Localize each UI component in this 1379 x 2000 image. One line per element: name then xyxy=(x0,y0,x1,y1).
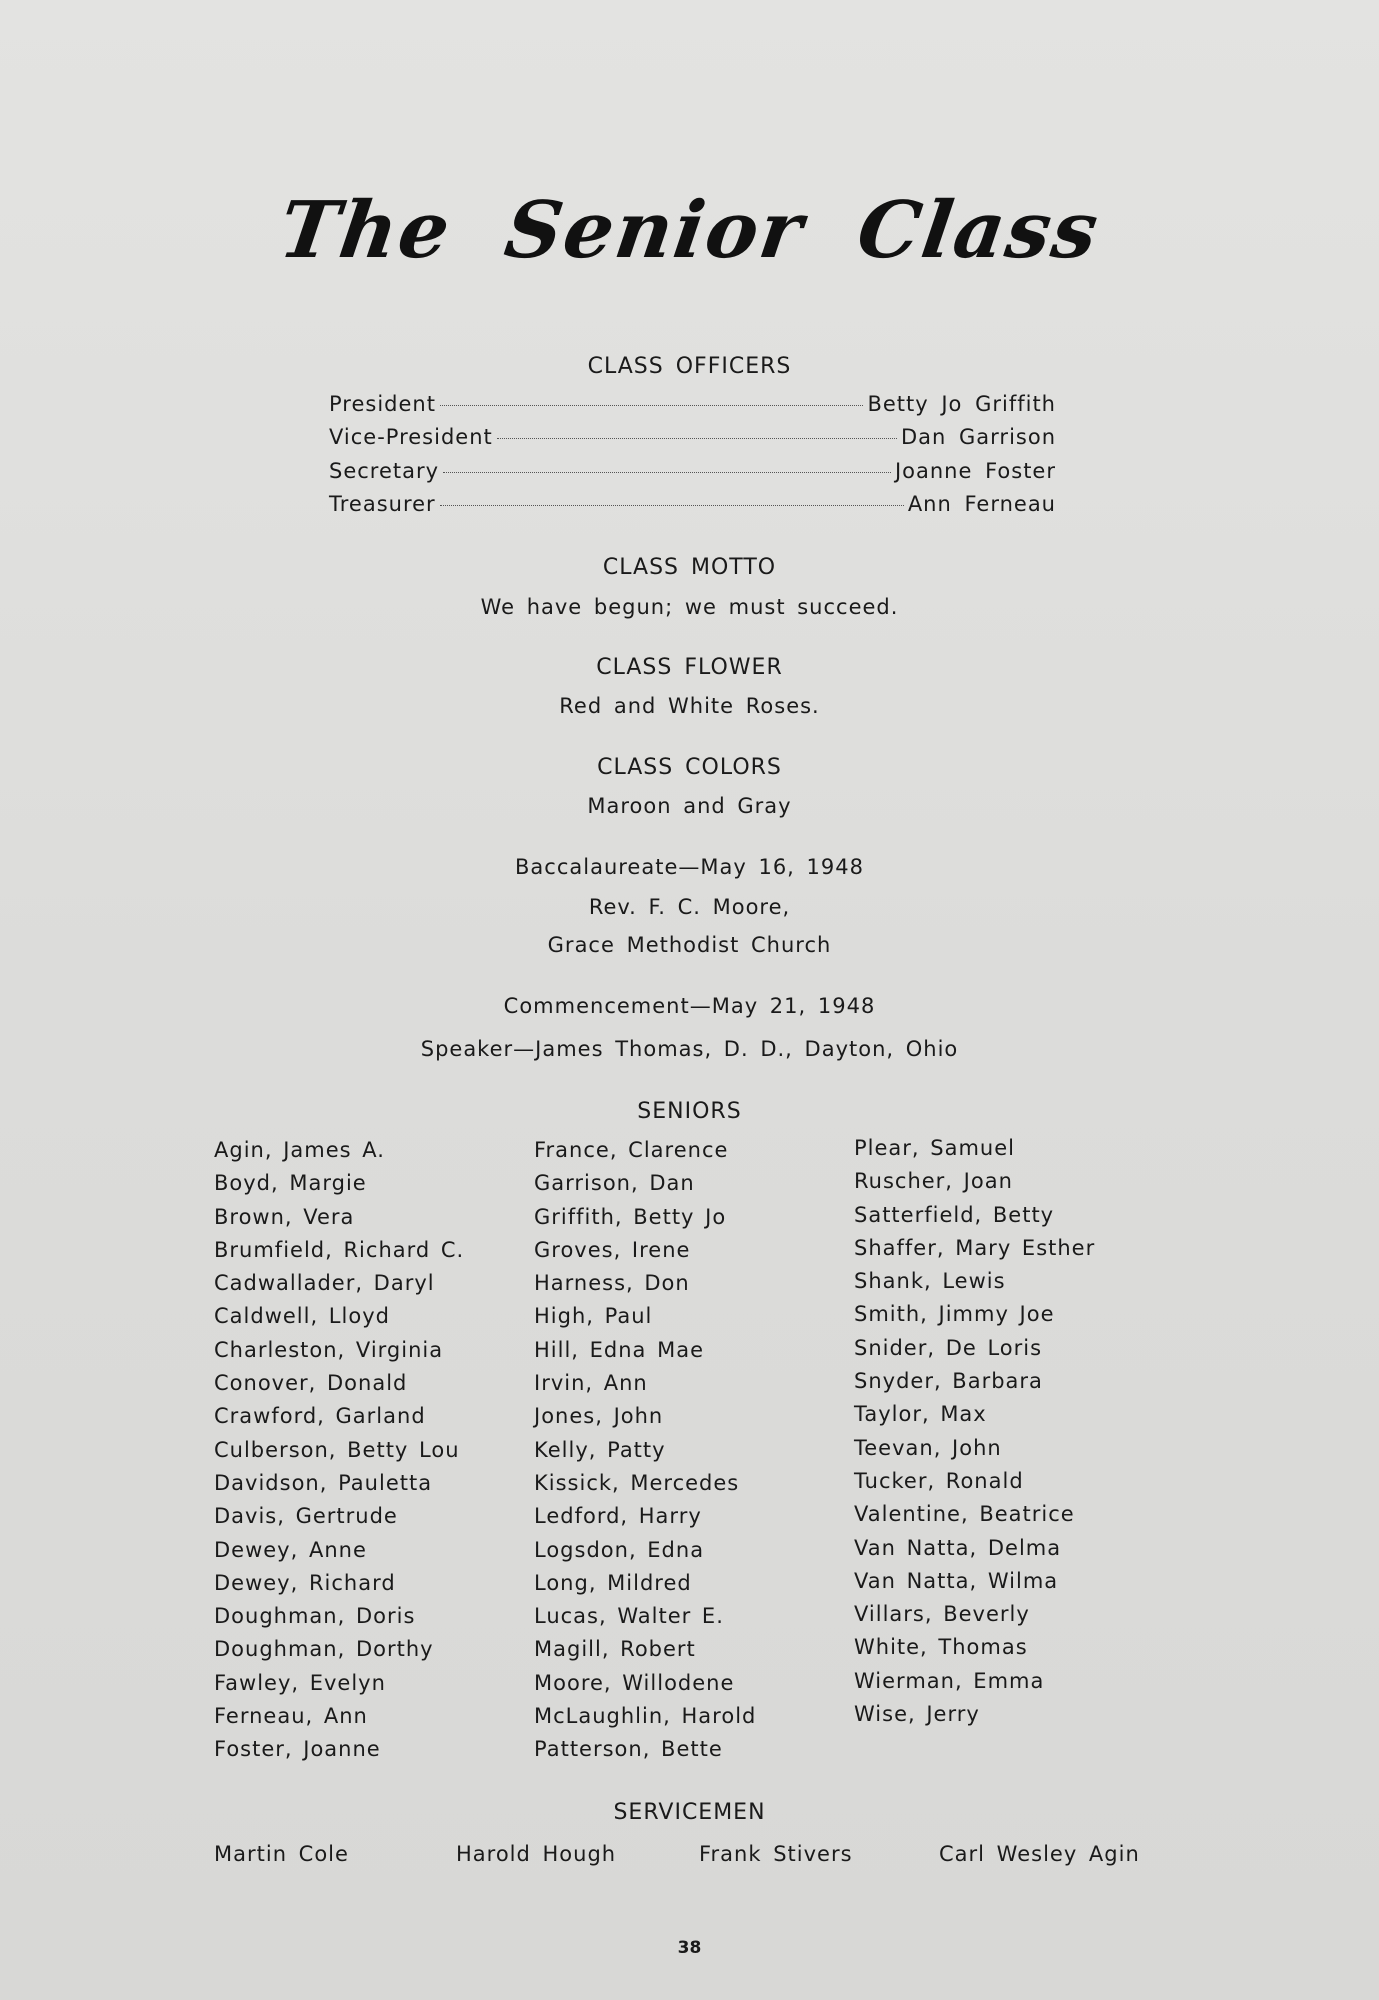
list-item: Villars, Beverly xyxy=(854,1602,1030,1627)
list-item: Lucas, Walter E. xyxy=(534,1604,724,1629)
list-item: Brumfield, Richard C. xyxy=(214,1237,465,1262)
list-item: Van Natta, Wilma xyxy=(854,1568,1059,1593)
list-item: High, Paul xyxy=(534,1304,653,1329)
leader-dots xyxy=(440,405,864,406)
seniors-column-2 xyxy=(534,1138,756,1771)
list-item: Moore, Willodene xyxy=(534,1670,735,1695)
list-item: France, Clarence xyxy=(534,1138,729,1162)
list-item: Brown, Vera xyxy=(214,1204,355,1229)
list-item: Garrison, Dan xyxy=(534,1171,695,1196)
list-item: Teevan, John xyxy=(854,1435,1002,1460)
list-item: Boyd, Margie xyxy=(214,1171,367,1196)
list-item: Kissick, Mercedes xyxy=(534,1470,740,1495)
list-item: Van Natta, Delma xyxy=(854,1535,1062,1560)
officer-name: Betty Jo Griffith xyxy=(867,392,1056,416)
class-flower-heading: CLASS FLOWER xyxy=(596,655,783,680)
list-item: White, Thomas xyxy=(854,1635,1028,1660)
officer-row-president xyxy=(329,392,1056,425)
officers-list xyxy=(329,392,1056,525)
leader-dots xyxy=(443,472,891,473)
list-item: Long, Mildred xyxy=(534,1570,692,1595)
list-item: Doughman, Doris xyxy=(214,1604,416,1629)
list-item: Agin, James A. xyxy=(214,1138,385,1162)
baccalaureate-place: Grace Methodist Church xyxy=(547,933,832,957)
seniors-column-3 xyxy=(854,1136,1095,1735)
list-item: Snider, De Loris xyxy=(854,1335,1043,1360)
officer-name: Ann Ferneau xyxy=(907,491,1056,516)
page-number: 38 xyxy=(677,1938,702,1958)
serviceman-name: Martin Cole xyxy=(214,1842,349,1866)
list-item: Magill, Robert xyxy=(534,1637,696,1662)
list-item: Ruscher, Joan xyxy=(854,1169,1013,1194)
list-item: Snyder, Barbara xyxy=(854,1369,1043,1394)
list-item: Davidson, Pauletta xyxy=(214,1470,433,1495)
page-title: The Senior Class xyxy=(274,185,1105,276)
officer-role: Treasurer xyxy=(329,491,436,516)
list-item: Wierman, Emma xyxy=(854,1668,1045,1693)
list-item: Hill, Edna Mae xyxy=(534,1337,705,1362)
list-item: Dewey, Anne xyxy=(214,1537,367,1562)
seniors-column-1 xyxy=(214,1138,464,1771)
list-item: Plear, Samuel xyxy=(854,1136,1015,1160)
list-item: Kelly, Patty xyxy=(534,1437,666,1462)
list-item: Caldwell, Lloyd xyxy=(214,1304,390,1329)
list-item: McLaughlin, Harold xyxy=(534,1704,757,1729)
officer-role: Secretary xyxy=(329,458,440,483)
serviceman-name: Harold Hough xyxy=(456,1842,617,1866)
seniors-heading: SENIORS xyxy=(637,1099,742,1124)
officer-row-vice-president xyxy=(329,425,1056,458)
list-item: Charleston, Virginia xyxy=(214,1337,444,1362)
baccalaureate-speaker: Rev. F. C. Moore, xyxy=(588,895,791,919)
list-item: Valentine, Beatrice xyxy=(854,1502,1075,1527)
servicemen-list xyxy=(0,1842,1379,1872)
list-item: Doughman, Dorthy xyxy=(214,1637,434,1662)
officer-role: Vice-President xyxy=(329,425,493,450)
officer-row-treasurer xyxy=(329,492,1056,525)
list-item: Cadwallader, Daryl xyxy=(214,1271,435,1296)
class-colors-text: Maroon and Gray xyxy=(587,794,792,818)
class-officers-heading: CLASS OFFICERS xyxy=(587,354,792,379)
list-item: Harness, Don xyxy=(534,1271,690,1296)
list-item: Foster, Joanne xyxy=(214,1737,381,1762)
list-item: Fawley, Evelyn xyxy=(214,1670,386,1695)
list-item: Irvin, Ann xyxy=(534,1371,648,1396)
list-item: Jones, John xyxy=(534,1404,664,1429)
list-item: Dewey, Richard xyxy=(214,1570,396,1595)
commencement-speaker: Speaker—James Thomas, D. D., Dayton, Ohio xyxy=(420,1037,959,1061)
list-item: Satterfield, Betty xyxy=(854,1202,1055,1227)
baccalaureate-date: Baccalaureate—May 16, 1948 xyxy=(515,855,864,879)
list-item: Conover, Donald xyxy=(214,1371,408,1396)
officer-row-secretary xyxy=(329,459,1056,492)
list-item: Patterson, Bette xyxy=(534,1737,723,1762)
class-colors-heading: CLASS COLORS xyxy=(597,755,782,780)
leader-dots xyxy=(497,438,897,439)
list-item: Davis, Gertrude xyxy=(214,1504,398,1529)
list-item: Ledford, Harry xyxy=(534,1504,702,1529)
list-item: Smith, Jimmy Joe xyxy=(854,1302,1055,1327)
commencement-date: Commencement—May 21, 1948 xyxy=(503,994,876,1018)
officer-role: President xyxy=(329,392,436,416)
officer-name: Dan Garrison xyxy=(901,425,1056,450)
list-item: Culberson, Betty Lou xyxy=(214,1437,460,1462)
list-item: Groves, Irene xyxy=(534,1237,691,1262)
list-item: Crawford, Garland xyxy=(214,1404,426,1429)
class-motto-text: We have begun; we must succeed. xyxy=(480,595,899,619)
list-item: Shaffer, Mary Esther xyxy=(854,1235,1096,1260)
list-item: Taylor, Max xyxy=(854,1402,987,1427)
list-item: Tucker, Ronald xyxy=(854,1468,1024,1493)
class-motto-heading: CLASS MOTTO xyxy=(602,555,777,580)
list-item: Wise, Jerry xyxy=(854,1702,980,1727)
servicemen-heading: SERVICEMEN xyxy=(613,1800,766,1825)
officer-name: Joanne Foster xyxy=(894,458,1056,483)
leader-dots xyxy=(440,505,904,506)
serviceman-name: Frank Stivers xyxy=(699,1842,853,1866)
list-item: Shank, Lewis xyxy=(854,1269,1006,1294)
list-item: Griffith, Betty Jo xyxy=(534,1204,727,1229)
serviceman-name: Carl Wesley Agin xyxy=(939,1842,1140,1866)
class-flower-text: Red and White Roses. xyxy=(559,694,820,718)
list-item: Logsdon, Edna xyxy=(534,1537,705,1562)
list-item: Ferneau, Ann xyxy=(214,1704,368,1729)
